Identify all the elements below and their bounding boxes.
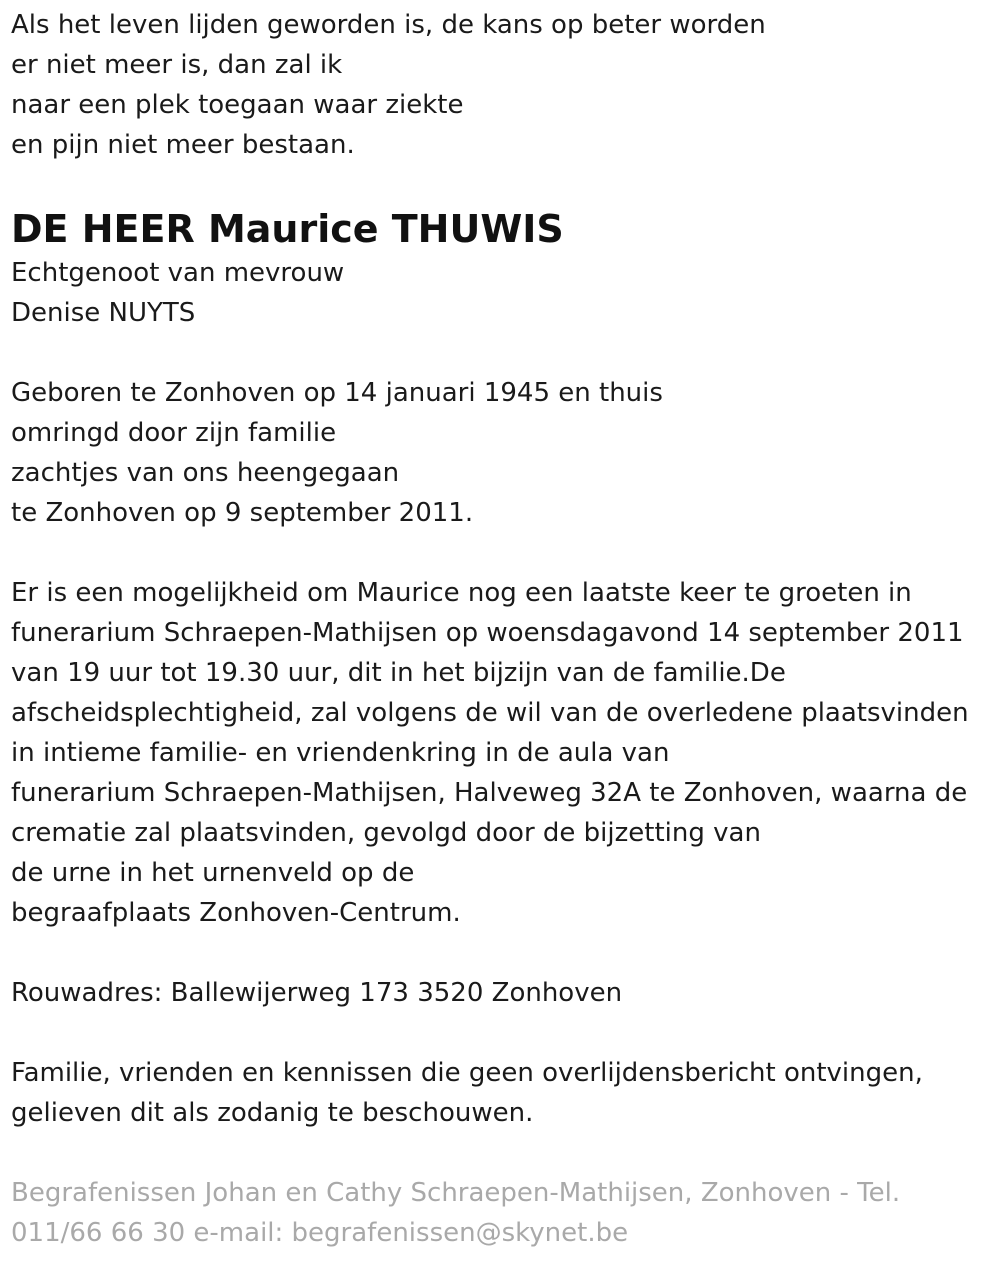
ceremony-line: afscheidsplechtigheid, zal volgens de wil van de overledene plaatsvinden bbox=[11, 698, 969, 728]
mourning-address-line: Rouwadres: Ballewijerweg 173 3520 Zonhoven bbox=[11, 978, 623, 1008]
poem-line: en pijn niet meer bestaan. bbox=[11, 130, 355, 160]
poem-line: Als het leven lijden geworden is, de kans op beter worden bbox=[11, 10, 766, 40]
ceremony-info bbox=[11, 573, 1000, 933]
birth-death-info bbox=[11, 373, 1000, 533]
ceremony-line: van 19 uur tot 19.30 uur, dit in het bijzijn van de familie.De bbox=[11, 658, 786, 688]
birth-death-line: zachtjes van ons heengegaan bbox=[11, 458, 400, 488]
footer-contact-line: 011/66 66 30 e-mail: begrafenissen@skynet.be bbox=[11, 1218, 629, 1248]
spouse-info bbox=[11, 253, 1000, 333]
notice-line: gelieven dit als zodanig te beschouwen. bbox=[11, 1098, 534, 1128]
ceremony-line: funerarium Schraepen-Mathijsen op woensdagavond 14 september 2011 bbox=[11, 618, 964, 648]
spouse-name: Denise NUYTS bbox=[11, 298, 196, 328]
deceased-name: DE HEER Maurice THUWIS bbox=[11, 207, 564, 251]
ceremony-line: Er is een mogelijkheid om Maurice nog een laatste keer te groeten in bbox=[11, 578, 912, 608]
poem bbox=[11, 5, 1000, 165]
poem-line: naar een plek toegaan waar ziekte bbox=[11, 90, 464, 120]
poem-line: er niet meer is, dan zal ik bbox=[11, 50, 343, 80]
notice-line: Familie, vrienden en kennissen die geen overlijdensbericht ontvingen, bbox=[11, 1058, 923, 1088]
footer-line: Begrafenissen Johan en Cathy Schraepen-Mathijsen, Zonhoven - Tel. bbox=[11, 1178, 901, 1208]
ceremony-line: funerarium Schraepen-Mathijsen, Halveweg 32A te Zonhoven, waarna de bbox=[11, 778, 968, 808]
notice bbox=[11, 1053, 1000, 1133]
ceremony-line: de urne in het urnenveld op de bbox=[11, 858, 415, 888]
ceremony-line: begraafplaats Zonhoven-Centrum. bbox=[11, 898, 461, 928]
ceremony-line: crematie zal plaatsvinden, gevolgd door de bijzetting van bbox=[11, 818, 761, 848]
ceremony-line: in intieme familie- en vriendenkring in de aula van bbox=[11, 738, 670, 768]
funeral-home-footer bbox=[11, 1173, 1000, 1253]
birth-death-line: Geboren te Zonhoven op 14 januari 1945 en thuis bbox=[11, 378, 663, 408]
birth-death-line: te Zonhoven op 9 september 2011. bbox=[11, 498, 474, 528]
birth-death-line: omringd door zijn familie bbox=[11, 418, 337, 448]
mourning-address bbox=[11, 973, 1000, 1013]
spouse-line: Echtgenoot van mevrouw bbox=[11, 258, 345, 288]
